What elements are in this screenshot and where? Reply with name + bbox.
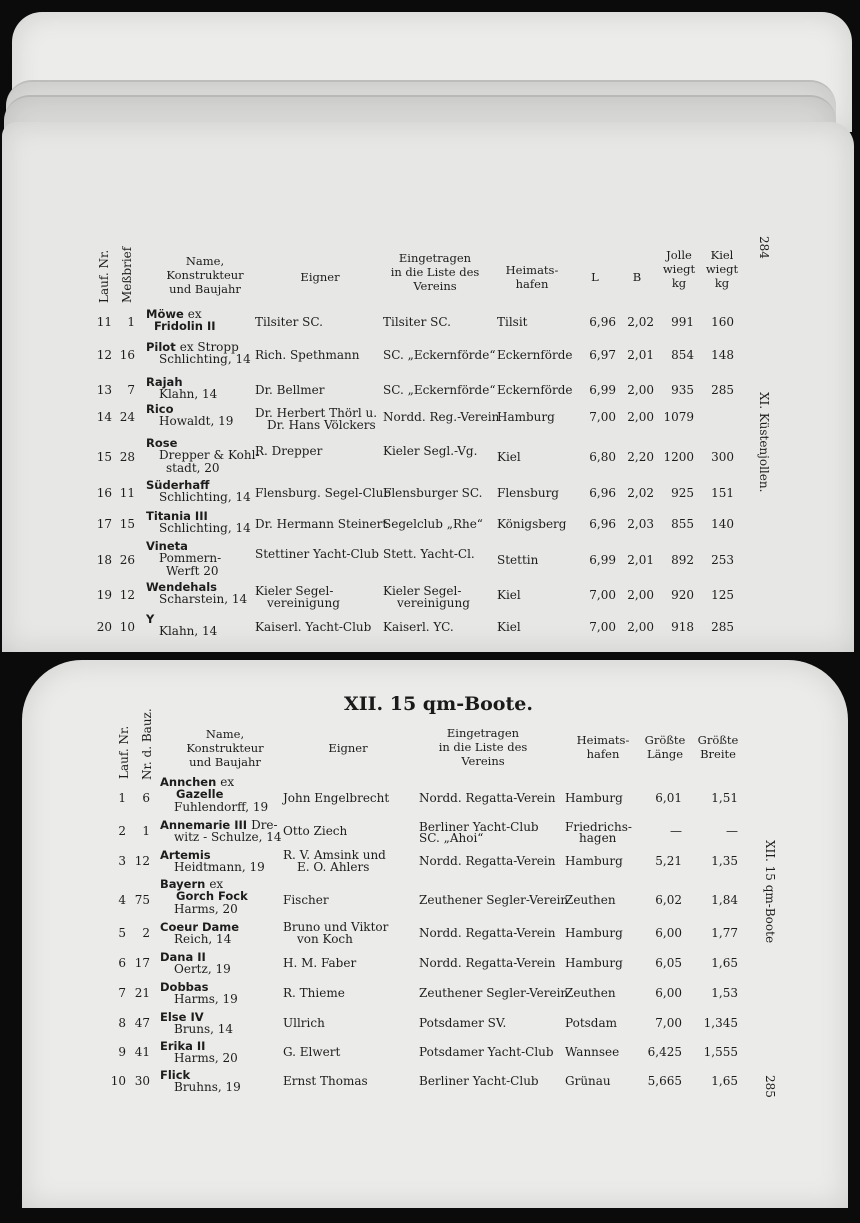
width-b: 2,00 (627, 383, 654, 397)
jolle-weight: 925 (671, 486, 694, 500)
length-l: 6,99 (589, 553, 616, 567)
build-number: 2 (142, 926, 150, 940)
header-name-line: und Baujahr (169, 282, 241, 296)
boat-name-line2: witz - Schulze, 14 (174, 830, 282, 844)
owner: Dr. Herbert Thörl u. (255, 406, 378, 420)
header-bauz: Nr. d. Bauz. (140, 708, 154, 780)
header-l: L (591, 270, 599, 284)
boat-name-bold: Flick (160, 1068, 191, 1082)
header-eingetragen-line: Vereins (461, 754, 505, 768)
width-b: 2,00 (627, 588, 654, 602)
boat-name-bold: Annemarie III (160, 818, 248, 832)
width-b: 2,02 (627, 315, 654, 329)
jolle-weight: 991 (671, 315, 694, 329)
header-name (150, 254, 260, 296)
header-name-line: Name, (205, 727, 245, 741)
length-l: 6,97 (589, 348, 616, 362)
kiel-weight: 285 (711, 620, 734, 634)
width-b: 2,00 (627, 620, 654, 634)
max-width: 1,53 (711, 986, 738, 1000)
boat-name-line2: Schlichting, 14 (159, 490, 251, 504)
boat-name-line2: Schlichting, 14 (159, 352, 251, 366)
boat-name-line3: Werft 20 (166, 564, 219, 578)
boat-name-bold: Erika II (160, 1039, 206, 1053)
boat-name-line2: Gazelle (176, 787, 224, 801)
jolle-weight: 855 (671, 517, 694, 531)
header-heimatshafen-line: hafen (586, 747, 620, 761)
row-number: 1 (118, 791, 126, 805)
club: Kaiserl. YC. (383, 620, 454, 634)
build-number: 1 (142, 824, 150, 838)
header-eingetragen-line: Eingetragen (446, 726, 520, 740)
header-lauf-nr: Lauf. Nr. (97, 249, 111, 303)
club: SC. „Ahoi“ (419, 831, 484, 845)
jolle-weight: 918 (671, 620, 694, 634)
boat-name-line3: Fuhlendorff, 19 (174, 800, 269, 814)
build-number: 41 (134, 1045, 150, 1059)
row-number: 7 (118, 986, 126, 1000)
boat-name-line2: Reich, 14 (174, 932, 232, 946)
header-eingetragen (418, 726, 548, 768)
header-breite (693, 733, 743, 761)
header-laenge (640, 733, 690, 761)
home-port: Eckernförde (497, 383, 573, 397)
owner: Flensburg. Segel-Club (255, 486, 392, 500)
boat-name-line2: Drepper & Kohl- (159, 448, 260, 462)
messbrief-number: 28 (119, 450, 135, 464)
length-l: 7,00 (589, 588, 616, 602)
header-heimatshafen-line: hafen (515, 277, 549, 291)
club: Berliner Yacht-Club (419, 1074, 539, 1088)
row-number: 9 (118, 1045, 126, 1059)
header-messbrief: Meßbrief (120, 246, 134, 303)
boat-name-bold: Else IV (160, 1010, 204, 1024)
boat-name-bold: Möwe (146, 307, 184, 321)
max-width: 1,35 (711, 854, 738, 868)
build-number: 17 (134, 956, 150, 970)
header-name-line: Konstrukteur (166, 268, 244, 282)
owner: Ernst Thomas (283, 1074, 368, 1088)
messbrief-number: 1 (127, 315, 135, 329)
row-number: 6 (118, 956, 126, 970)
max-length: 6,425 (647, 1045, 682, 1059)
row-number: 13 (96, 383, 112, 397)
row-number: 15 (96, 450, 112, 464)
header-heimatshafen (492, 263, 572, 291)
boat-name-bold: Artemis (160, 848, 211, 862)
header-name-line: Konstrukteur (186, 741, 264, 755)
kiel-weight: 140 (711, 517, 734, 531)
row-number: 14 (96, 410, 112, 424)
owner: Ullrich (283, 1016, 325, 1030)
header-kiel (700, 248, 744, 290)
owner: Dr. Bellmer (255, 383, 325, 397)
club: Tilsiter SC. (383, 315, 451, 329)
length-l: 6,96 (589, 315, 616, 329)
boat-name-bold: Annchen (160, 775, 217, 789)
build-number: 47 (134, 1016, 150, 1030)
owner: John Engelbrecht (283, 791, 390, 805)
header-jolle (657, 248, 701, 290)
section-title: XII. 15 qm-Boote. (344, 693, 533, 715)
header-laenge-line: Größte (644, 733, 686, 747)
club: Stett. Yacht-Cl. (383, 547, 475, 561)
home-port: Tilsit (497, 315, 528, 329)
home-port: Hamburg (497, 410, 555, 424)
max-width: 1,555 (703, 1045, 738, 1059)
max-length: 6,05 (655, 956, 682, 970)
home-port: Stettin (497, 553, 539, 567)
boat-name-bold: Vineta (146, 539, 188, 553)
owner: Dr. Hermann Steinert (255, 517, 388, 531)
row-number: 19 (96, 588, 112, 602)
home-port: Eckernförde (497, 348, 573, 362)
width-b: 2,00 (627, 410, 654, 424)
jolle-weight: 1200 (663, 450, 694, 464)
boat-name-line2: Pommern- (159, 551, 222, 565)
row-number: 10 (110, 1074, 126, 1088)
boat-name-bold: Dana II (160, 950, 206, 964)
side-title-15qm: XII. 15 qm-Boote (763, 840, 777, 944)
row-number: 4 (118, 893, 126, 907)
club: Zeuthener Segler-Verein (419, 893, 569, 907)
boat-name-line2: Klahn, 14 (159, 624, 218, 638)
build-number: 75 (134, 893, 150, 907)
boat-name-line2: Gorch Fock (176, 889, 248, 903)
header-name (170, 727, 280, 769)
home-port: Hamburg (565, 791, 623, 805)
boat-name-line2: Bruhns, 19 (174, 1080, 241, 1094)
boat-name-bold: Pilot (146, 340, 176, 354)
width-b: 2,01 (627, 348, 654, 362)
home-port: Wannsee (565, 1045, 620, 1059)
messbrief-number: 15 (119, 517, 135, 531)
messbrief-number: 26 (119, 553, 135, 567)
max-length: — (670, 824, 682, 838)
header-heimatshafen-line: Heimats- (505, 263, 559, 277)
boat-name-bold: Dobbas (160, 980, 209, 994)
owner: Dr. Hans Völckers (267, 418, 376, 432)
home-port: Zeuthen (565, 893, 616, 907)
header-heimatshafen (563, 733, 643, 761)
boat-name-suffix: Dre- (251, 818, 278, 832)
length-l: 6,80 (589, 450, 616, 464)
build-number: 6 (142, 791, 150, 805)
kiel-weight: 253 (711, 553, 734, 567)
row-number: 11 (96, 315, 112, 329)
club: Segelclub „Rhe“ (383, 517, 483, 531)
side-title-kuestenjollen: XI. Küstenjollen. (757, 392, 771, 493)
boat-name-line2: Heidtmann, 19 (174, 860, 265, 874)
header-eingetragen-line: Eingetragen (398, 251, 472, 265)
header-jolle-line: kg (671, 276, 687, 290)
club: vereinigung (397, 596, 470, 610)
messbrief-number: 10 (119, 620, 135, 634)
home-port: Hamburg (565, 926, 623, 940)
jolle-weight: 892 (671, 553, 694, 567)
club: Zeuthener Segler-Verein (419, 986, 569, 1000)
max-width: 1,345 (703, 1016, 738, 1030)
length-l: 7,00 (589, 620, 616, 634)
boat-name-bold: Y (146, 612, 155, 626)
row-number: 18 (96, 553, 112, 567)
row-number: 5 (118, 926, 126, 940)
messbrief-number: 7 (127, 383, 135, 397)
boat-name-bold: Rico (146, 402, 174, 416)
jolle-weight: 1079 (663, 410, 694, 424)
boat-name-bold: Süderhaff (146, 478, 210, 492)
max-length: 7,00 (655, 1016, 682, 1030)
boat-name-suffix: ex (187, 307, 202, 321)
build-number: 30 (134, 1074, 150, 1088)
kiel-weight: 148 (711, 348, 734, 362)
header-breite-line: Breite (700, 747, 736, 761)
club: Kieler Segel- (383, 584, 462, 598)
messbrief-number: 12 (119, 588, 135, 602)
owner: R. V. Amsink und (283, 848, 386, 862)
home-port: Kiel (497, 588, 521, 602)
jolle-weight: 854 (671, 348, 694, 362)
header-eingetragen-line: in die Liste des (390, 265, 480, 279)
club: Nordd. Regatta-Verein (419, 854, 556, 868)
header-kiel-line: wiegt (705, 262, 739, 276)
messbrief-number: 11 (119, 486, 135, 500)
header-kiel-line: kg (714, 276, 730, 290)
home-port: Potsdam (565, 1016, 618, 1030)
max-length: 6,00 (655, 986, 682, 1000)
boat-name-line2: Scharstein, 14 (159, 592, 248, 606)
header-kiel-line: Kiel (710, 248, 734, 262)
header-eigner: Eigner (300, 270, 340, 284)
page-number-285: 285 (763, 1075, 777, 1098)
boat-name-bold: Coeur Dame (160, 920, 240, 934)
width-b: 2,01 (627, 553, 654, 567)
boat-name-bold: Rose (146, 436, 178, 450)
club: SC. „Eckernförde“ (383, 383, 496, 397)
max-length: 5,665 (647, 1074, 682, 1088)
header-name-line: Name, (185, 254, 225, 268)
header-jolle-line: wiegt (662, 262, 696, 276)
header-lauf-nr: Lauf. Nr. (117, 725, 131, 779)
width-b: 2,20 (627, 450, 654, 464)
kiel-weight: 300 (711, 450, 734, 464)
length-l: 6,96 (589, 517, 616, 531)
home-port: Königsberg (497, 517, 567, 531)
boat-name-bold: Bayern (160, 877, 206, 891)
kiel-weight: 151 (711, 486, 734, 500)
header-b: B (632, 270, 642, 284)
home-port: Hamburg (565, 956, 623, 970)
owner: H. M. Faber (283, 956, 357, 970)
boat-name-bold: Titania III (146, 509, 208, 523)
header-jolle-line: Jolle (666, 248, 692, 262)
build-number: 12 (134, 854, 150, 868)
boat-name-line2: Howaldt, 19 (159, 414, 234, 428)
club: Potsdamer SV. (419, 1016, 507, 1030)
length-l: 7,00 (589, 410, 616, 424)
boat-name (146, 613, 154, 626)
messbrief-number: 24 (119, 410, 135, 424)
max-width: — (726, 824, 738, 838)
length-l: 6,96 (589, 486, 616, 500)
club: Kieler Segl.-Vg. (383, 444, 478, 458)
max-width: 1,65 (711, 1074, 738, 1088)
max-width: 1,65 (711, 956, 738, 970)
kiel-weight: 285 (711, 383, 734, 397)
header-name-line: und Baujahr (189, 755, 261, 769)
club: Nordd. Regatta-Verein (419, 956, 556, 970)
boat-name-line2: Schlichting, 14 (159, 521, 251, 535)
club: Nordd. Reg.-Verein (383, 410, 500, 424)
max-width: 1,84 (711, 893, 738, 907)
boat-name-line2: Harms, 19 (174, 992, 238, 1006)
owner: Stettiner Yacht-Club (255, 547, 379, 561)
header-eingetragen-line: in die Liste des (438, 740, 528, 754)
max-length: 6,00 (655, 926, 682, 940)
owner: Kaiserl. Yacht-Club (255, 620, 372, 634)
owner: vereinigung (267, 596, 340, 610)
home-port: Kiel (497, 450, 521, 464)
max-length: 6,01 (655, 791, 682, 805)
boat-name-line2: Fridolin II (154, 319, 216, 333)
boat-name-bold: Wendehals (146, 580, 218, 594)
kiel-weight: 160 (711, 315, 734, 329)
boat-name-line3: stadt, 20 (166, 461, 220, 475)
club: Berliner Yacht-Club (419, 820, 539, 834)
row-number: 8 (118, 1016, 126, 1030)
club: Nordd. Regatta-Verein (419, 926, 556, 940)
page-number-284: 284 (757, 236, 771, 259)
owner: Rich. Spethmann (255, 348, 360, 362)
home-port: hagen (579, 831, 617, 845)
home-port: Grünau (565, 1074, 611, 1088)
row-number: 2 (118, 824, 126, 838)
row-number: 12 (96, 348, 112, 362)
row-number: 20 (96, 620, 112, 634)
row-number: 16 (96, 486, 112, 500)
build-number: 21 (134, 986, 150, 1000)
header-eingetragen (380, 251, 490, 293)
messbrief-number: 16 (119, 348, 135, 362)
boat-name-suffix: ex (220, 775, 235, 789)
header-breite-line: Größte (697, 733, 739, 747)
home-port: Kiel (497, 620, 521, 634)
club: Potsdamer Yacht-Club (419, 1045, 554, 1059)
home-port: Zeuthen (565, 986, 616, 1000)
max-length: 6,02 (655, 893, 682, 907)
kiel-weight: 125 (711, 588, 734, 602)
jolle-weight: 920 (671, 588, 694, 602)
owner: R. Drepper (255, 444, 323, 458)
max-width: 1,51 (711, 791, 738, 805)
boat-name-suffix: ex Stropp (179, 340, 239, 354)
owner: G. Elwert (283, 1045, 341, 1059)
boat-name-line2: Oertz, 19 (174, 962, 231, 976)
club: Flensburger SC. (383, 486, 483, 500)
home-port: Flensburg (497, 486, 559, 500)
boat-name-line3: Harms, 20 (174, 902, 238, 916)
row-number: 17 (96, 517, 112, 531)
header-heimatshafen-line: Heimats- (576, 733, 630, 747)
max-length: 5,21 (655, 854, 682, 868)
owner: E. O. Ahlers (297, 860, 370, 874)
boat-name-bold: Rajah (146, 375, 183, 389)
owner: Kieler Segel- (255, 584, 334, 598)
row-number: 3 (118, 854, 126, 868)
header-eingetragen-line: Vereins (413, 279, 457, 293)
boat-name-line2: Harms, 20 (174, 1051, 238, 1065)
club: SC. „Eckernförde“ (383, 348, 496, 362)
owner: Bruno und Viktor (283, 920, 389, 934)
owner: Fischer (283, 893, 329, 907)
header-eigner: Eigner (328, 741, 368, 755)
length-l: 6,99 (589, 383, 616, 397)
max-width: 1,77 (711, 926, 738, 940)
owner: Tilsiter SC. (255, 315, 323, 329)
home-port: Friedrichs- (565, 820, 632, 834)
jolle-weight: 935 (671, 383, 694, 397)
boat-name-line2: Klahn, 14 (159, 387, 218, 401)
club: Nordd. Regatta-Verein (419, 791, 556, 805)
home-port: Hamburg (565, 854, 623, 868)
header-laenge-line: Länge (646, 747, 684, 761)
owner: R. Thieme (283, 986, 345, 1000)
boat-name-line2: Bruns, 14 (174, 1022, 234, 1036)
width-b: 2,02 (627, 486, 654, 500)
owner: von Koch (297, 932, 353, 946)
boat-name-suffix: ex (209, 877, 224, 891)
width-b: 2,03 (627, 517, 654, 531)
owner: Otto Ziech (283, 824, 348, 838)
